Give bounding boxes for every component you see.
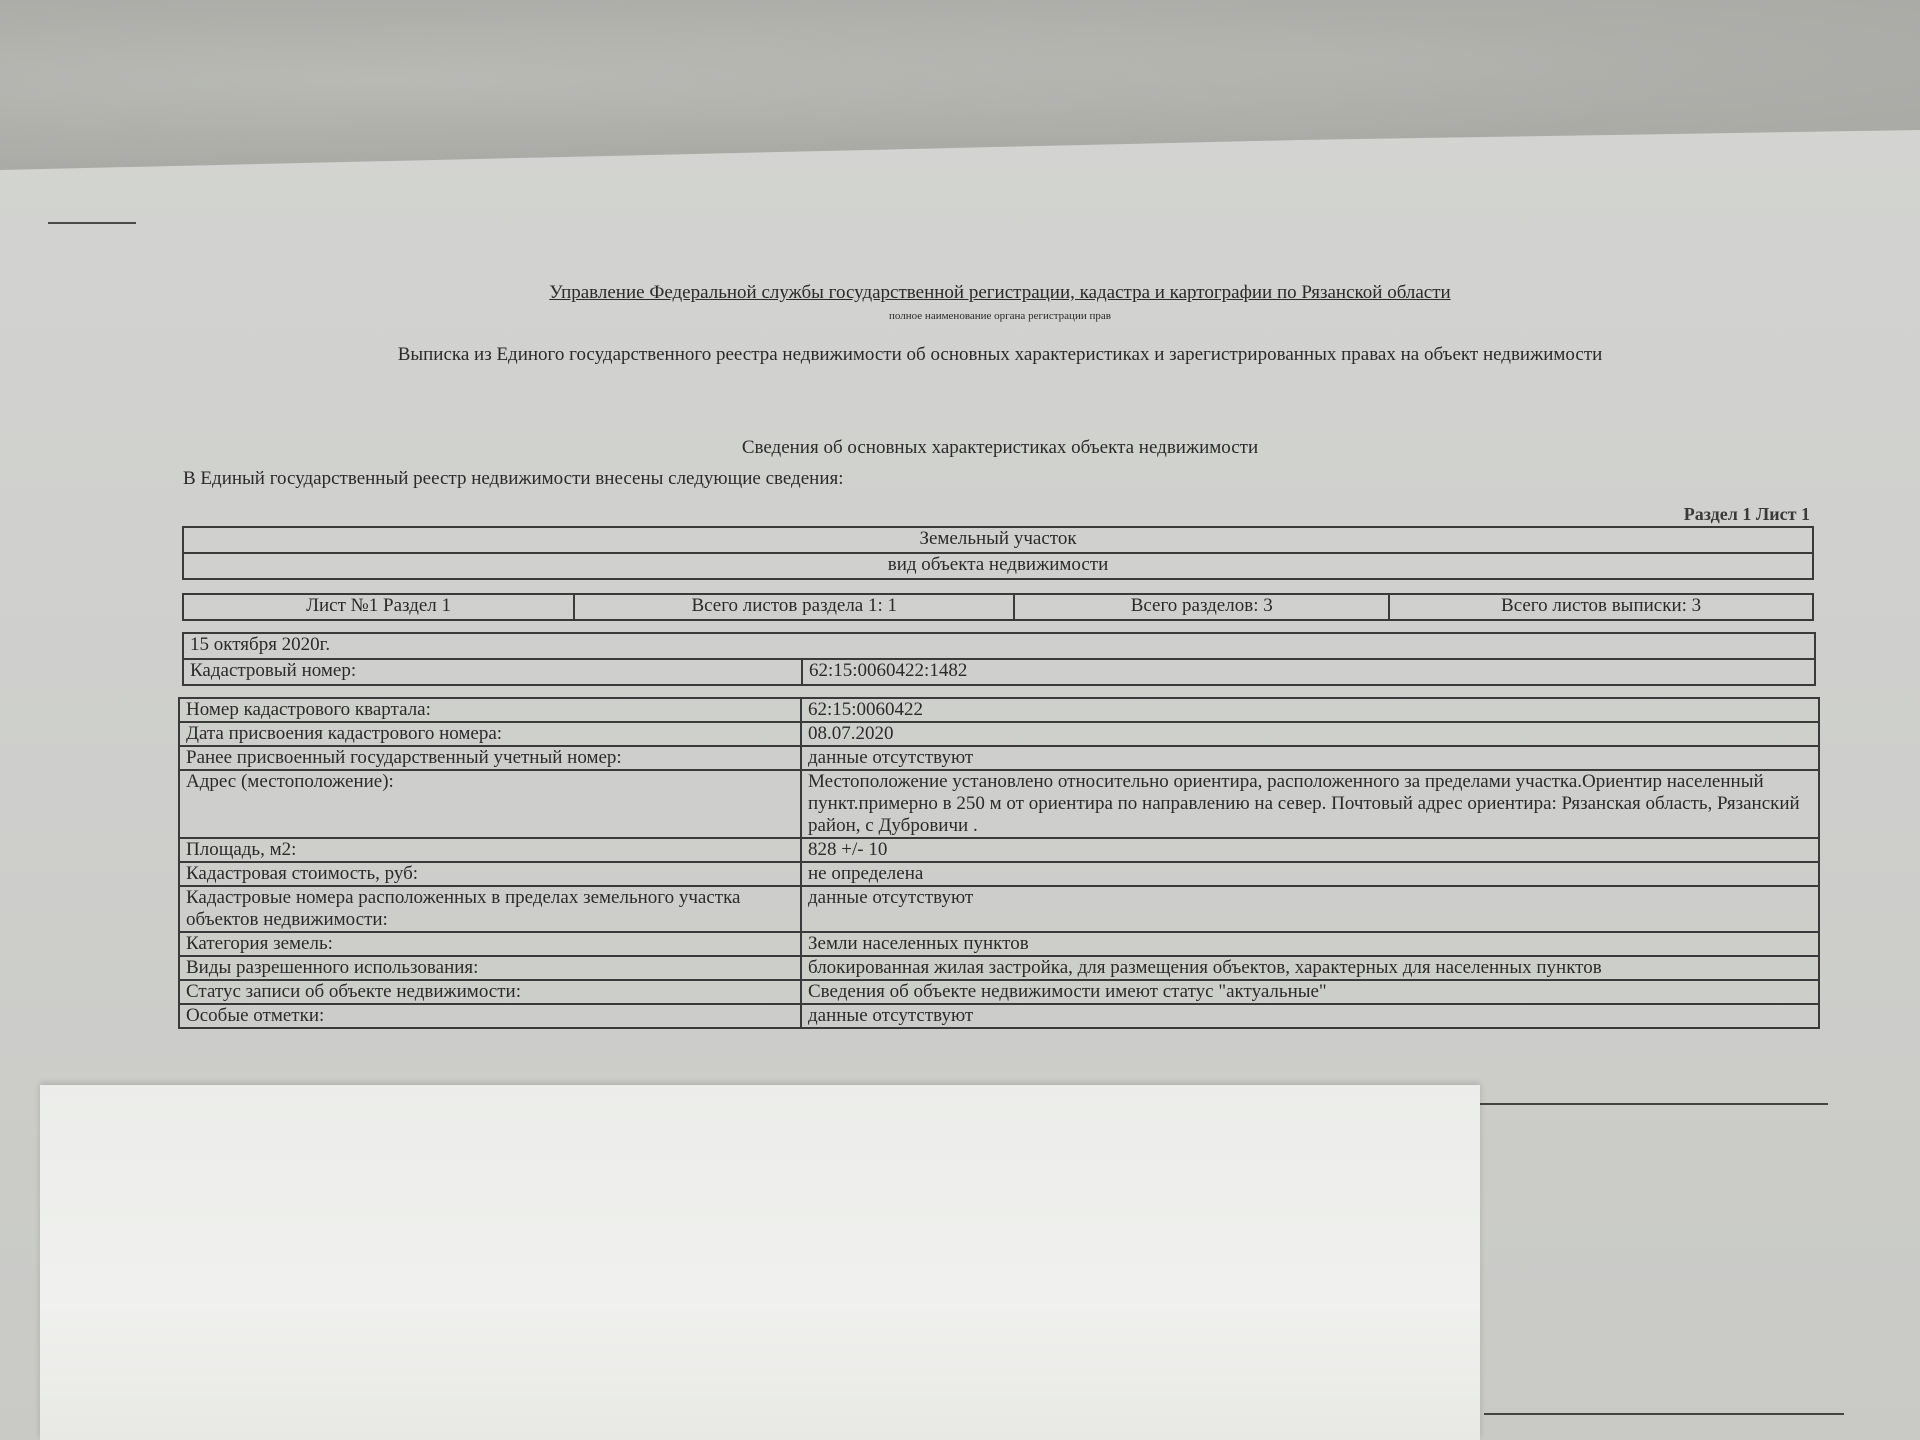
table-row [179, 980, 1819, 1004]
sheet-reference: Раздел 1 Лист 1 [1683, 504, 1810, 524]
record-head-table [182, 632, 1816, 686]
organization-name: Управление Федеральной службы государственной регистрации, кадастра и картографии по Рязанской области [549, 282, 1451, 303]
table-row [179, 746, 1819, 770]
cadastral-number-label: Кадастровый номер: [183, 659, 802, 685]
row-label: Дата присвоения кадастрового номера: [179, 722, 801, 746]
row-value: Местоположение установлено относительно ориентира, расположенного за пределами участка.Ориентир населенный пункт.примерно в 250 м от ориентира по направлению на север. Почтовый адрес ориентира: Рязанская область, Рязанский район, с Дубровичи . [801, 770, 1819, 838]
row-label: Статус записи об объекте недвижимости: [179, 980, 801, 1004]
row-label: Кадастровые номера расположенных в пределах земельного участка объектов недвижимости: [179, 886, 801, 932]
row-value: Земли населенных пунктов [801, 932, 1819, 956]
table-row [179, 770, 1819, 838]
section-sheets-count: Всего листов раздела 1: 1 [574, 594, 1014, 620]
table-row [179, 932, 1819, 956]
row-label: Номер кадастрового квартала: [179, 698, 801, 722]
table-row [179, 722, 1819, 746]
row-label: Категория земель: [179, 932, 801, 956]
table-row [179, 838, 1819, 862]
document-title: Выписка из Единого государственного реестра недвижимости об основных характеристиках и зарегистрированных правах на объект недвижимости [397, 344, 1603, 365]
row-value: 62:15:0060422 [801, 698, 1819, 722]
table-row [179, 698, 1819, 722]
record-date: 15 октября 2020г. [183, 633, 1815, 659]
cadastral-number-value: 62:15:0060422:1482 [802, 659, 1815, 685]
sheet-number: Лист №1 Раздел 1 [183, 594, 574, 620]
row-label: Виды разрешенного использования: [179, 956, 801, 980]
row-value: не определена [801, 862, 1819, 886]
lower-page-edge [1484, 1413, 1844, 1415]
total-sheets-count: Всего листов выписки: 3 [1389, 594, 1813, 620]
row-label: Адрес (местоположение): [179, 770, 801, 838]
row-value: данные отсутствуют [801, 1004, 1819, 1028]
table-row [179, 1004, 1819, 1028]
row-value: данные отсутствуют [801, 886, 1819, 932]
overlapping-blank-sheet [40, 1085, 1480, 1440]
object-kind-value: Земельный участок [183, 527, 1813, 553]
table-row [179, 862, 1819, 886]
margin-dash [48, 222, 136, 224]
row-value: блокированная жилая застройка, для размещения объектов, характерных для населенных пунктов [801, 956, 1819, 980]
row-label: Кадастровая стоимость, руб: [179, 862, 801, 886]
section-intro: В Единый государственный реестр недвижимости внесены следующие сведения: [183, 468, 844, 489]
object-kind-caption: вид объекта недвижимости [183, 553, 1813, 579]
table-bottom-edge [1478, 1103, 1828, 1105]
characteristics-table [178, 697, 1820, 1029]
row-value: данные отсутствуют [801, 746, 1819, 770]
row-label: Ранее присвоенный государственный учетный номер: [179, 746, 801, 770]
sections-count: Всего разделов: 3 [1014, 594, 1389, 620]
organization-caption: полное наименование органа регистрации прав [889, 310, 1111, 322]
row-value: Сведения об объекте недвижимости имеют статус "актуальные" [801, 980, 1819, 1004]
section-title: Сведения об основных характеристиках объекта недвижимости [741, 437, 1259, 458]
table-row [179, 956, 1819, 980]
row-value: 08.07.2020 [801, 722, 1819, 746]
object-kind-table [182, 526, 1814, 580]
row-label: Особые отметки: [179, 1004, 801, 1028]
row-value: 828 +/- 10 [801, 838, 1819, 862]
sheets-info-table [182, 593, 1814, 621]
row-label: Площадь, м2: [179, 838, 801, 862]
table-row [179, 886, 1819, 932]
